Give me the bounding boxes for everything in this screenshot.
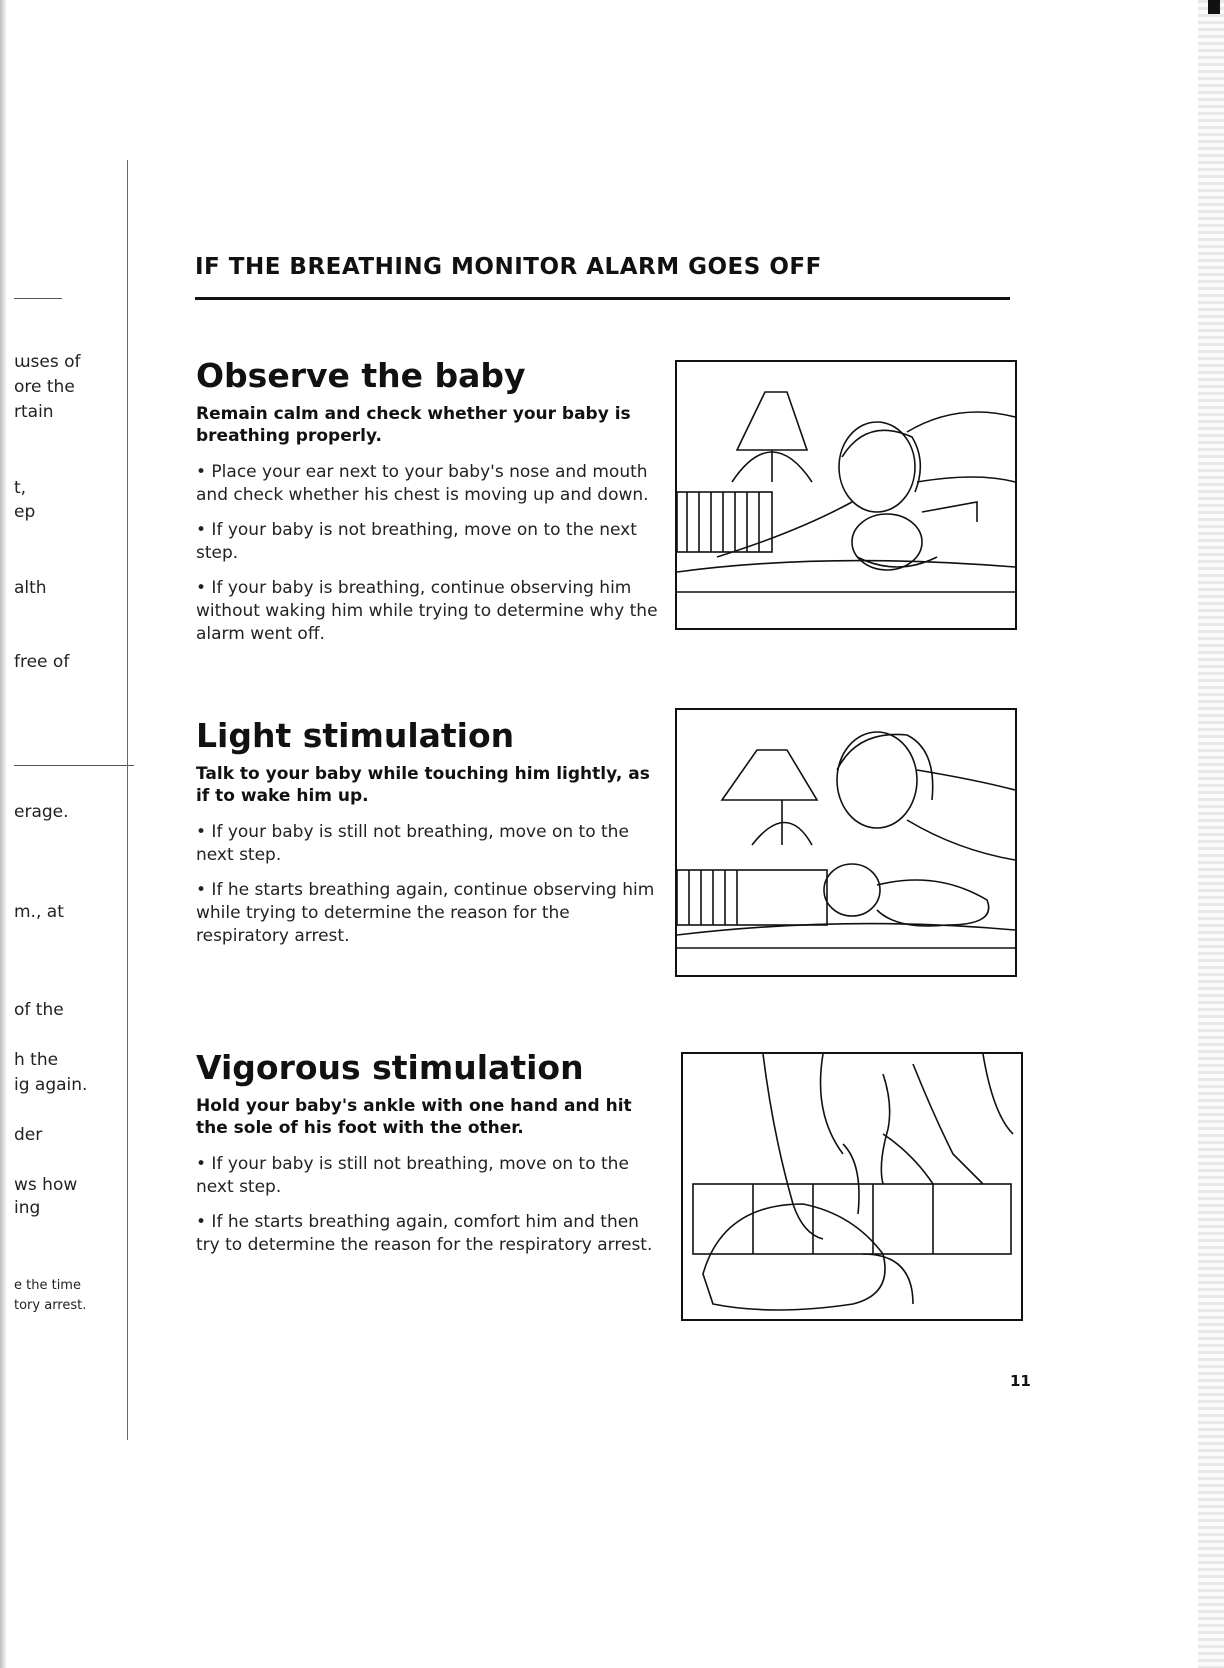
margin-fragment: erage. bbox=[14, 802, 69, 822]
margin-rule bbox=[14, 765, 134, 766]
margin-fragment: h the bbox=[14, 1050, 59, 1070]
page-title: IF THE BREATHING MONITOR ALARM GOES OFF bbox=[195, 254, 822, 280]
page-number: 11 bbox=[1010, 1372, 1031, 1390]
margin-rule bbox=[14, 298, 62, 299]
bullet-item: • Place your ear next to your baby's nose and mouth and check whether his chest is moving up and down. bbox=[196, 462, 649, 506]
fold-line bbox=[127, 160, 128, 1440]
margin-fragment: ing bbox=[14, 1198, 41, 1218]
margin-fragment: ig again. bbox=[14, 1075, 88, 1095]
bullet-item: • If your baby is breathing, continue observing him without waking him while trying to determine why the alarm went off. bbox=[196, 577, 658, 644]
margin-fragment: tory arrest. bbox=[14, 1298, 87, 1313]
margin-fragment: ɯses of bbox=[14, 352, 81, 372]
margin-fragment: ep bbox=[14, 502, 36, 522]
section-heading: Vigorous stimulation bbox=[196, 1048, 584, 1087]
section-observe bbox=[196, 356, 666, 658]
bullet-item: • If he starts breathing again, comfort him and then try to determine the reason for the respiratory arrest. bbox=[196, 1212, 653, 1255]
scan-edge-right bbox=[1198, 0, 1224, 1668]
scan-edge-left bbox=[0, 0, 6, 1668]
margin-fragment: e the time bbox=[14, 1278, 81, 1293]
margin-fragment: der bbox=[14, 1125, 43, 1145]
section-heading: Observe the baby bbox=[196, 356, 526, 395]
margin-fragment: m., at bbox=[14, 902, 64, 922]
section-heading: Light stimulation bbox=[196, 716, 515, 755]
title-underline bbox=[195, 297, 1010, 300]
margin-fragment: rtain bbox=[14, 402, 54, 422]
bullet-item: • If your baby is still not breathing, move on to the next step. bbox=[196, 1154, 629, 1198]
section-lead: Talk to your baby while touching him lightly, as if to wake him up. bbox=[196, 764, 650, 807]
bullet-item: • If your baby is not breathing, move on to the next step. bbox=[196, 520, 637, 563]
margin-fragment: ws how bbox=[14, 1175, 78, 1195]
section-lead: Remain calm and check whether your baby is breathing properly. bbox=[196, 404, 631, 447]
margin-fragment: alth bbox=[14, 578, 47, 598]
margin-fragment: ore the bbox=[14, 377, 75, 397]
illustration-vigorous-stimulation bbox=[681, 1052, 1023, 1321]
scan-corner-mark bbox=[1208, 0, 1220, 14]
bullet-item: • If he starts breathing again, continue observing him while trying to determine the reason for the respiratory arrest. bbox=[196, 880, 655, 946]
section-lead: Hold your baby's ankle with one hand and hit the sole of his foot with the other. bbox=[196, 1096, 632, 1139]
margin-fragment: of the bbox=[14, 1000, 64, 1020]
illustration-light-stimulation bbox=[675, 708, 1017, 977]
illustration-observe-baby bbox=[675, 360, 1017, 630]
section-light-stimulation bbox=[196, 716, 666, 960]
margin-fragment: free of bbox=[14, 652, 70, 672]
margin-fragment: t, bbox=[14, 478, 27, 498]
section-vigorous-stimulation bbox=[196, 1048, 666, 1269]
bullet-item: • If your baby is still not breathing, move on to the next step. bbox=[196, 822, 629, 866]
